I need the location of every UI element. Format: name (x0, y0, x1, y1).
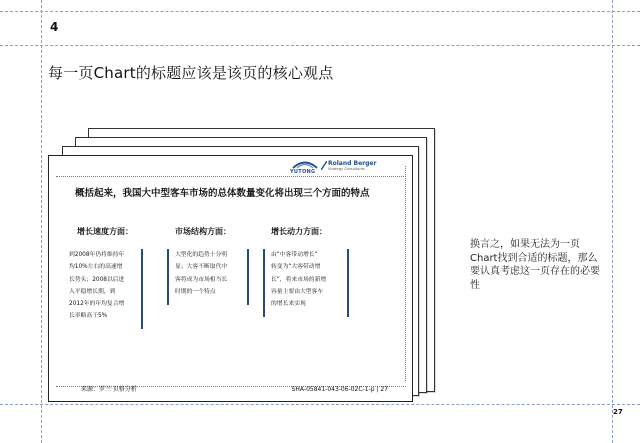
column-text-line: 容量主要由大型客车 (271, 288, 324, 295)
card-summary: 概括起来，我国大中型客车市场的总体数量变化将出现三个方面的特点 (75, 188, 370, 199)
page-number: 27 (613, 408, 623, 416)
column-heading-growth-drivers: 增长动力方面： (271, 226, 327, 236)
column-text-line: 由“中客带动增长” (271, 252, 318, 258)
column-text-line: 客将成为市场相当长 (175, 276, 228, 283)
column-box-market-structure (167, 249, 249, 305)
column-text-line: 显；大客不断取代中 (175, 264, 228, 271)
column-heading-growth-speed: 增长速度方面： (77, 226, 133, 236)
roland-berger-subtitle: Strategy Consultants (328, 167, 365, 171)
column-box-growth-drivers (263, 249, 349, 317)
yutong-logo-text: YUTONG (290, 169, 316, 175)
column-text-line: 转变为“大客带动增 (271, 264, 321, 271)
column-text-line: 长势头；2008以后进 (69, 276, 125, 283)
card-document-code: SHA-05841-043-06-02C-1-p | 27 (291, 386, 388, 393)
guide-horizontal-title (0, 45, 640, 46)
guide-horizontal-top (0, 11, 640, 12)
column-text-line: 的增长来实现 (271, 301, 306, 308)
guide-vertical-left (41, 0, 42, 443)
column-text-line: 长”，将来市场的新增 (271, 276, 327, 283)
roland-berger-name: Roland Berger (328, 160, 377, 167)
page-title: 每一页Chart的标题应该是该页的核心观点 (48, 64, 334, 82)
column-text-line: 长率略高于5% (69, 313, 108, 320)
column-box-growth-speed (69, 249, 143, 329)
column-text-line: 大型化的趋势十分明 (175, 252, 228, 258)
roland-berger-mark-icon (321, 161, 327, 170)
side-note: 换言之，如果无法为一页Chart找到合适的标题，那么要认真考虑这一页存在的必要性 (470, 239, 600, 291)
column-text-line: 时期的一个特点 (175, 288, 216, 295)
logo-area (290, 160, 402, 174)
card-top-rule (56, 176, 406, 177)
roland-berger-logo (328, 160, 398, 174)
slide-number: 4 (50, 20, 59, 34)
guide-vertical-right (612, 0, 613, 443)
column-text-line: 2012年的年均复合增 (69, 301, 125, 308)
column-text-line: 入平稳增长期，到 (69, 288, 116, 295)
card-right-rule (405, 166, 406, 381)
guide-horizontal-bottom (0, 404, 640, 405)
card-source: 来源：罗兰·贝格分析 (81, 386, 137, 393)
yutong-swoosh-icon (292, 160, 318, 169)
yutong-logo (290, 160, 320, 174)
column-text-line: 均10%左右的高速增 (69, 264, 123, 271)
example-slide-card (48, 155, 413, 402)
column-text-line: 到2008年仍将维持年 (69, 252, 125, 258)
column-heading-market-structure: 市场结构方面： (175, 226, 231, 236)
